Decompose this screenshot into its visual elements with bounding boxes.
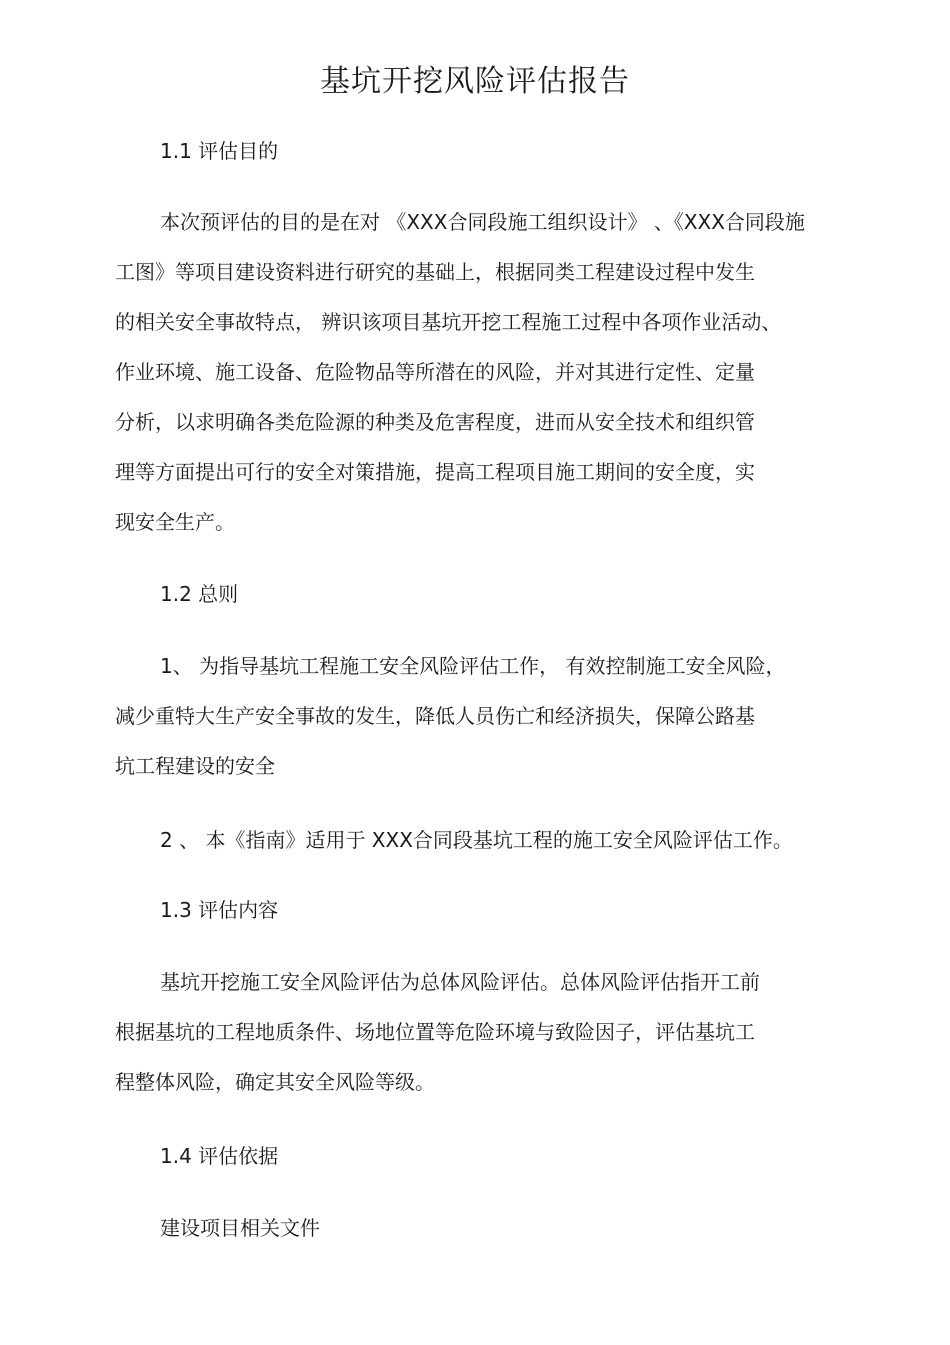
list-item-line: 减少重特大生产安全事故的发生，降低人员伤亡和经济损失，保障公路基: [115, 704, 755, 728]
paragraph-line: 基坑开挖施工安全风险评估为总体风险评估。总体风险评估指开工前: [160, 970, 760, 994]
heading-1-4: 1.4 评估依据: [160, 1144, 279, 1168]
paragraph-line: 分析，以求明确各类危险源的种类及危害程度，进而从安全技术和组织管: [115, 410, 755, 434]
paragraph-line: 建设项目相关文件: [160, 1216, 320, 1240]
paragraph-line: 理等方面提出可行的安全对策措施，提高工程项目施工期间的安全度，实: [115, 460, 755, 484]
paragraph-line: 本次预评估的目的是在对 《XXX合同段施工组织设计》 、《XXX合同段施: [160, 210, 805, 234]
paragraph-line: 现安全生产。: [115, 510, 235, 534]
paragraph-line: 根据基坑的工程地质条件、场地位置等危险环境与致险因子，评估基坑工: [115, 1020, 755, 1044]
list-item-line: 2 、 本《指南》适用于 XXX合同段基坑工程的施工安全风险评估工作。: [160, 828, 793, 852]
paragraph-line: 的相关安全事故特点， 辨识该项目基坑开挖工程施工过程中各项作业活动、: [115, 310, 782, 334]
heading-1-2: 1.2 总则: [160, 582, 239, 606]
document-title: 基坑开挖风险评估报告: [320, 64, 630, 99]
heading-1-1: 1.1 评估目的: [160, 139, 279, 163]
paragraph-line: 工图》等项目建设资料进行研究的基础上，根据同类工程建设过程中发生: [115, 260, 755, 284]
list-item-line: 1、 为指导基坑工程施工安全风险评估工作， 有效控制施工安全风险，: [160, 654, 786, 678]
paragraph-line: 程整体风险，确定其安全风险等级。: [115, 1070, 435, 1094]
heading-1-3: 1.3 评估内容: [160, 898, 279, 922]
list-item-line: 坑工程建设的安全: [115, 754, 275, 778]
paragraph-line: 作业环境、施工设备、危险物品等所潜在的风险，并对其进行定性、定量: [115, 360, 755, 384]
